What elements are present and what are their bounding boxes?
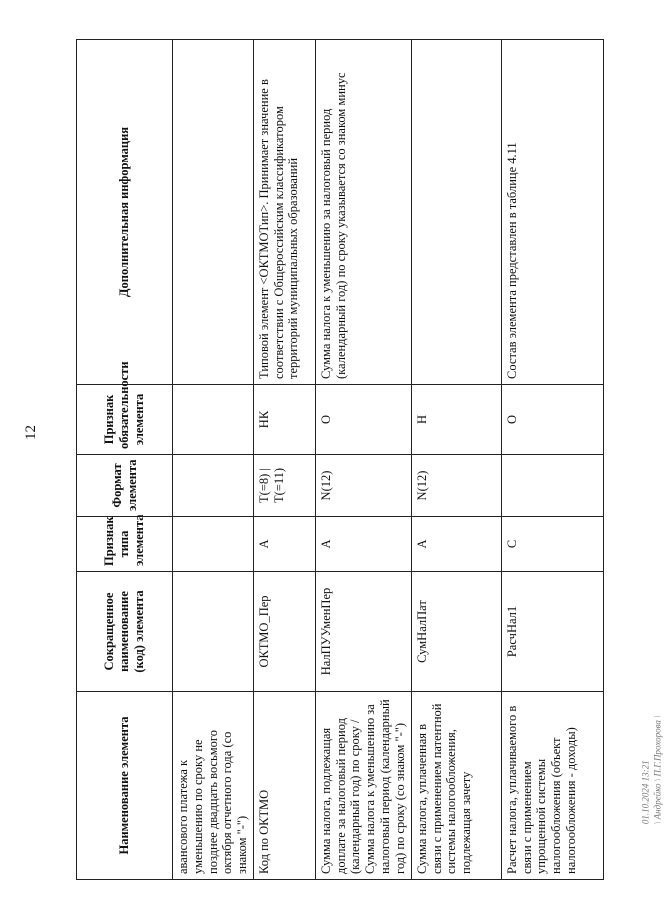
cell-format: N(12) — [315, 455, 411, 517]
cell-name: Сумма налога, подлежащая доплате за налоговый период (календарный год) по сроку / Сумма налога к уменьшению за налоговый период (календарный год) по сроку (со знаком "-") — [315, 692, 411, 880]
table-row — [173, 40, 254, 880]
cell-code: ОКТМО_Пер — [253, 572, 315, 692]
cell-format — [501, 455, 603, 517]
cell-info — [173, 40, 254, 385]
cell-code: СумНалПат — [411, 572, 501, 692]
cell-required: О — [501, 385, 603, 455]
signature-line-1: 01.10.2024 13:21 — [640, 760, 651, 825]
cell-code — [173, 572, 254, 692]
signature-line-2: \ Андрейко \ П.Г.Прохорова \ — [652, 715, 663, 825]
cell-code: РасчНал1 — [501, 572, 603, 692]
table-row — [315, 40, 411, 880]
cell-required: НК — [253, 385, 315, 455]
cell-required: О — [315, 385, 411, 455]
cell-info: Сумма налога к уменьшению за налоговый период (календарный год) по сроку указывается со знаком минус — [315, 40, 411, 385]
table-rotor — [76, 40, 600, 880]
cell-required: Н — [411, 385, 501, 455]
cell-name: Расчет налога, уплачиваемого в связи с применением упрощенной системы налогообложения (объект налогообложения - доходы) — [501, 692, 603, 880]
cell-type: С — [501, 517, 603, 572]
table-wrap — [76, 40, 600, 880]
header-row — [77, 40, 173, 880]
cell-code: НалПУУменПер — [315, 572, 411, 692]
table-row — [501, 40, 603, 880]
cell-type — [173, 517, 254, 572]
cell-name: авансового платежа к уменьшению по сроку не позднее двадцать восьмого октября отчетного года (со знаком "-") — [173, 692, 254, 880]
header-format: Формат элемента — [77, 455, 173, 517]
header-info: Дополнительная информация — [77, 40, 173, 385]
header-required: Признак обязательности элемента — [77, 385, 173, 455]
cell-format — [173, 455, 254, 517]
cell-format: T(=8) | T(=11) — [253, 455, 315, 517]
cell-format: N(12) — [411, 455, 501, 517]
cell-type: А — [411, 517, 501, 572]
cell-info: Состав элемента представлен в таблице 4.11 — [501, 40, 603, 385]
table-row — [411, 40, 501, 880]
header-type: Признак типа элемента — [77, 517, 173, 572]
cell-required — [173, 385, 254, 455]
elements-table — [76, 39, 604, 880]
cell-name: Сумма налога, уплаченная в связи с применением патентной системы налогообложения, подлежащая зачету — [411, 692, 501, 880]
cell-info: Типовой элемент <ОКТМОТип>. Принимает значение в соответствии с Общероссийским классификатором территорий муниципальных образований — [253, 40, 315, 385]
cell-name: Код по ОКТМО — [253, 692, 315, 880]
header-name: Наименование элемента — [77, 692, 173, 880]
table-row — [253, 40, 315, 880]
cell-info — [411, 40, 501, 385]
header-code: Сокращенное наименование (код) элемента — [77, 572, 173, 692]
cell-type: А — [253, 517, 315, 572]
signature-stamp — [641, 715, 664, 824]
page-number: 12 — [23, 425, 39, 440]
cell-type: А — [315, 517, 411, 572]
